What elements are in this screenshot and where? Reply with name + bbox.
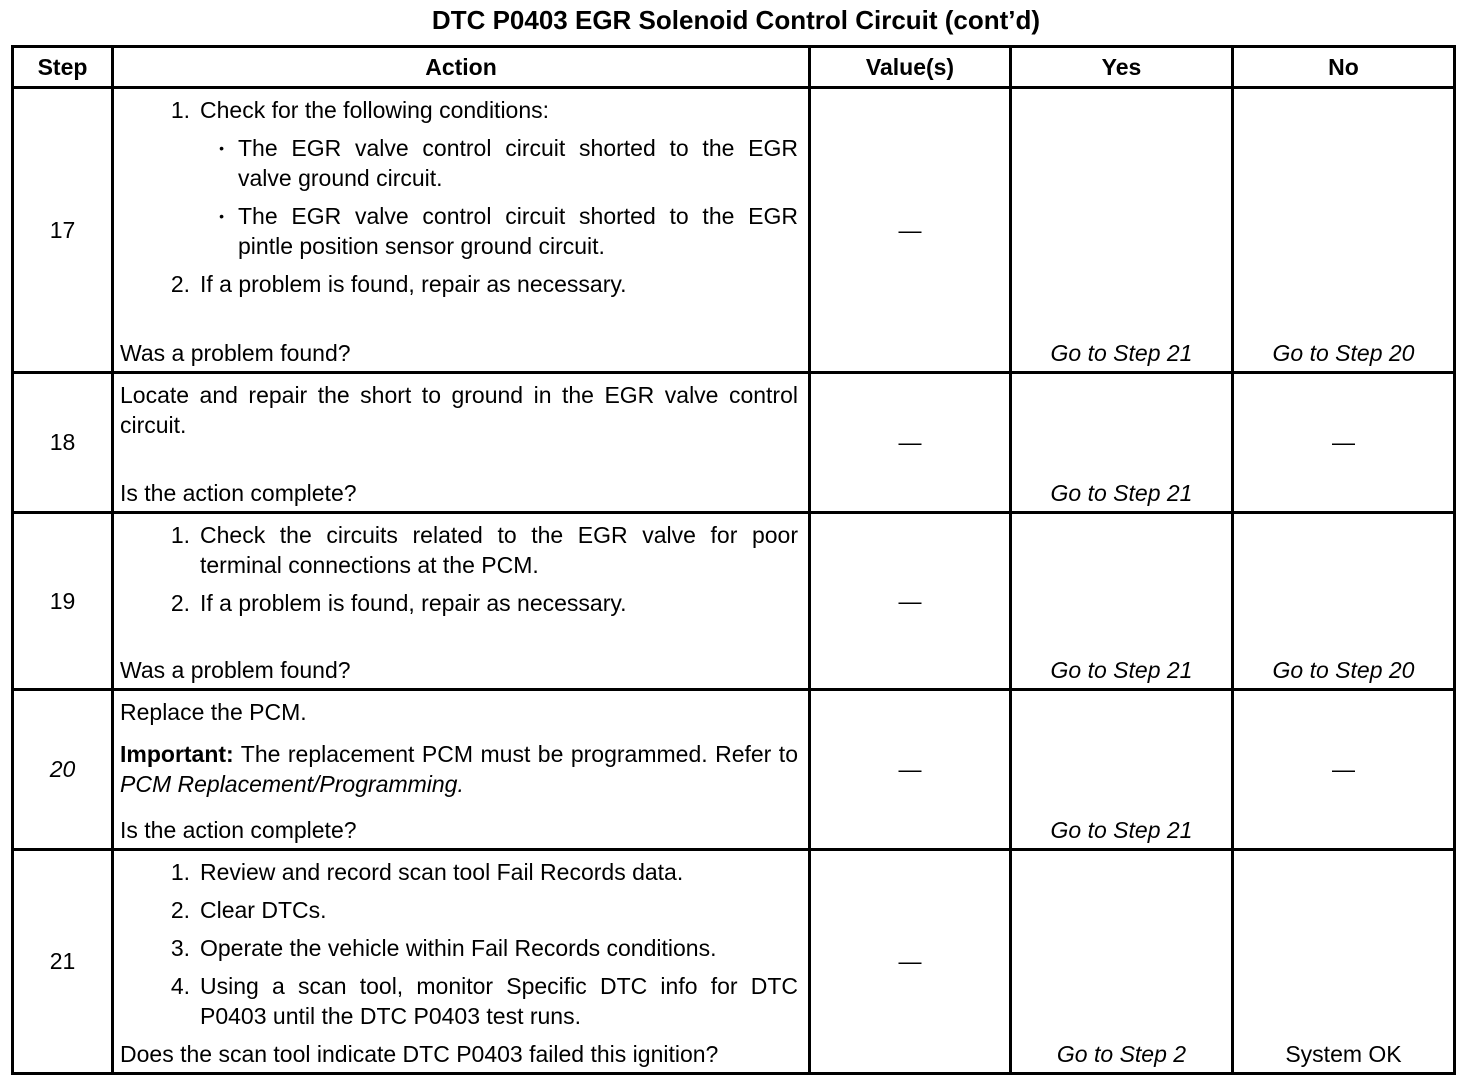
list-item: 2. If a problem is found, repair as necessary. [170, 271, 627, 297]
bullet-item: • The EGR valve control circuit shorted to the EGR pintle position sensor ground circuit. [120, 201, 798, 261]
goto-step-link[interactable]: Go to Step 21 [1050, 817, 1193, 843]
step-number: 17 [13, 88, 113, 373]
action-question: Does the scan tool indicate DTC P0403 failed this ignition? [120, 1041, 719, 1067]
table-row-step-20 [13, 690, 1455, 850]
table-row-step-21 [13, 850, 1455, 1074]
bullet-icon: • [219, 208, 224, 224]
list-item: 2. Clear DTCs. [170, 897, 327, 923]
step-number: 20 [13, 690, 113, 850]
step-number: 18 [13, 373, 113, 513]
reference-link[interactable]: PCM Replacement/Programming. [120, 771, 464, 797]
step-number: 21 [13, 850, 113, 1074]
value-cell: — [810, 513, 1011, 690]
header-yes: Yes [1011, 47, 1233, 88]
action-question: Is the action complete? [120, 817, 357, 843]
header-no: No [1233, 47, 1455, 88]
header-step: Step [13, 47, 113, 88]
header-values: Value(s) [810, 47, 1011, 88]
list-item: 3. Operate the vehicle within Fail Records conditions. [170, 935, 717, 961]
list-item: 1. Check the circuits related to the EGR valve for poor terminal connections at the PCM. [170, 522, 798, 578]
action-cell [113, 88, 810, 373]
action-question: Was a problem found? [120, 657, 351, 683]
action-cell [113, 690, 810, 850]
goto-step-link[interactable]: Go to Step 21 [1050, 657, 1193, 683]
diagnostic-table [11, 45, 1456, 1075]
table-row-step-18 [13, 373, 1455, 513]
page-title: DTC P0403 EGR Solenoid Control Circuit (cont’d) [431, 5, 1041, 35]
header-action: Action [113, 47, 810, 88]
goto-step-link[interactable]: Go to Step 20 [1272, 657, 1415, 683]
list-item: 1. Check for the following conditions: [170, 97, 550, 123]
no-cell [1233, 88, 1455, 373]
value-cell: — [810, 88, 1011, 373]
system-ok-text: System OK [1285, 1041, 1402, 1067]
value-cell: — [810, 850, 1011, 1074]
no-cell [1233, 513, 1455, 690]
table-row-step-17 [13, 88, 1455, 373]
action-question: Was a problem found? [120, 340, 351, 366]
action-text: Locate and repair the short to ground in the EGR valve control circuit. [120, 382, 798, 438]
list-item: 2. If a problem is found, repair as necessary. [170, 590, 627, 616]
list-item: 4. Using a scan tool, monitor Specific DTC info for DTC P0403 until the DTC P0403 test runs. [170, 973, 798, 1029]
yes-cell [1011, 373, 1233, 513]
header-row [13, 47, 1455, 88]
goto-step-link[interactable]: Go to Step 20 [1272, 340, 1415, 366]
no-cell [1233, 850, 1455, 1074]
action-cell [113, 373, 810, 513]
goto-step-link[interactable]: Go to Step 21 [1050, 340, 1193, 366]
value-cell: — [810, 690, 1011, 850]
step-number: 19 [13, 513, 113, 690]
action-cell [113, 513, 810, 690]
action-question: Is the action complete? [120, 480, 357, 506]
table-row-step-19 [13, 513, 1455, 690]
yes-cell [1011, 88, 1233, 373]
action-cell [113, 850, 810, 1074]
bullet-icon: • [219, 140, 224, 156]
yes-cell [1011, 513, 1233, 690]
important-note: Important: The replacement PCM must be programmed. Refer to PCM Replacement/Programming. [120, 741, 798, 797]
yes-cell [1011, 850, 1233, 1074]
action-text: Replace the PCM. [120, 699, 307, 725]
yes-cell [1011, 690, 1233, 850]
goto-step-link[interactable]: Go to Step 2 [1056, 1041, 1187, 1067]
goto-step-link[interactable]: Go to Step 21 [1050, 480, 1193, 506]
bullet-item: • The EGR valve control circuit shorted to the EGR valve ground circuit. [120, 133, 798, 193]
list-item: 1. Review and record scan tool Fail Records data. [170, 859, 684, 885]
no-cell: — [1233, 373, 1455, 513]
no-cell: — [1233, 690, 1455, 850]
value-cell: — [810, 373, 1011, 513]
